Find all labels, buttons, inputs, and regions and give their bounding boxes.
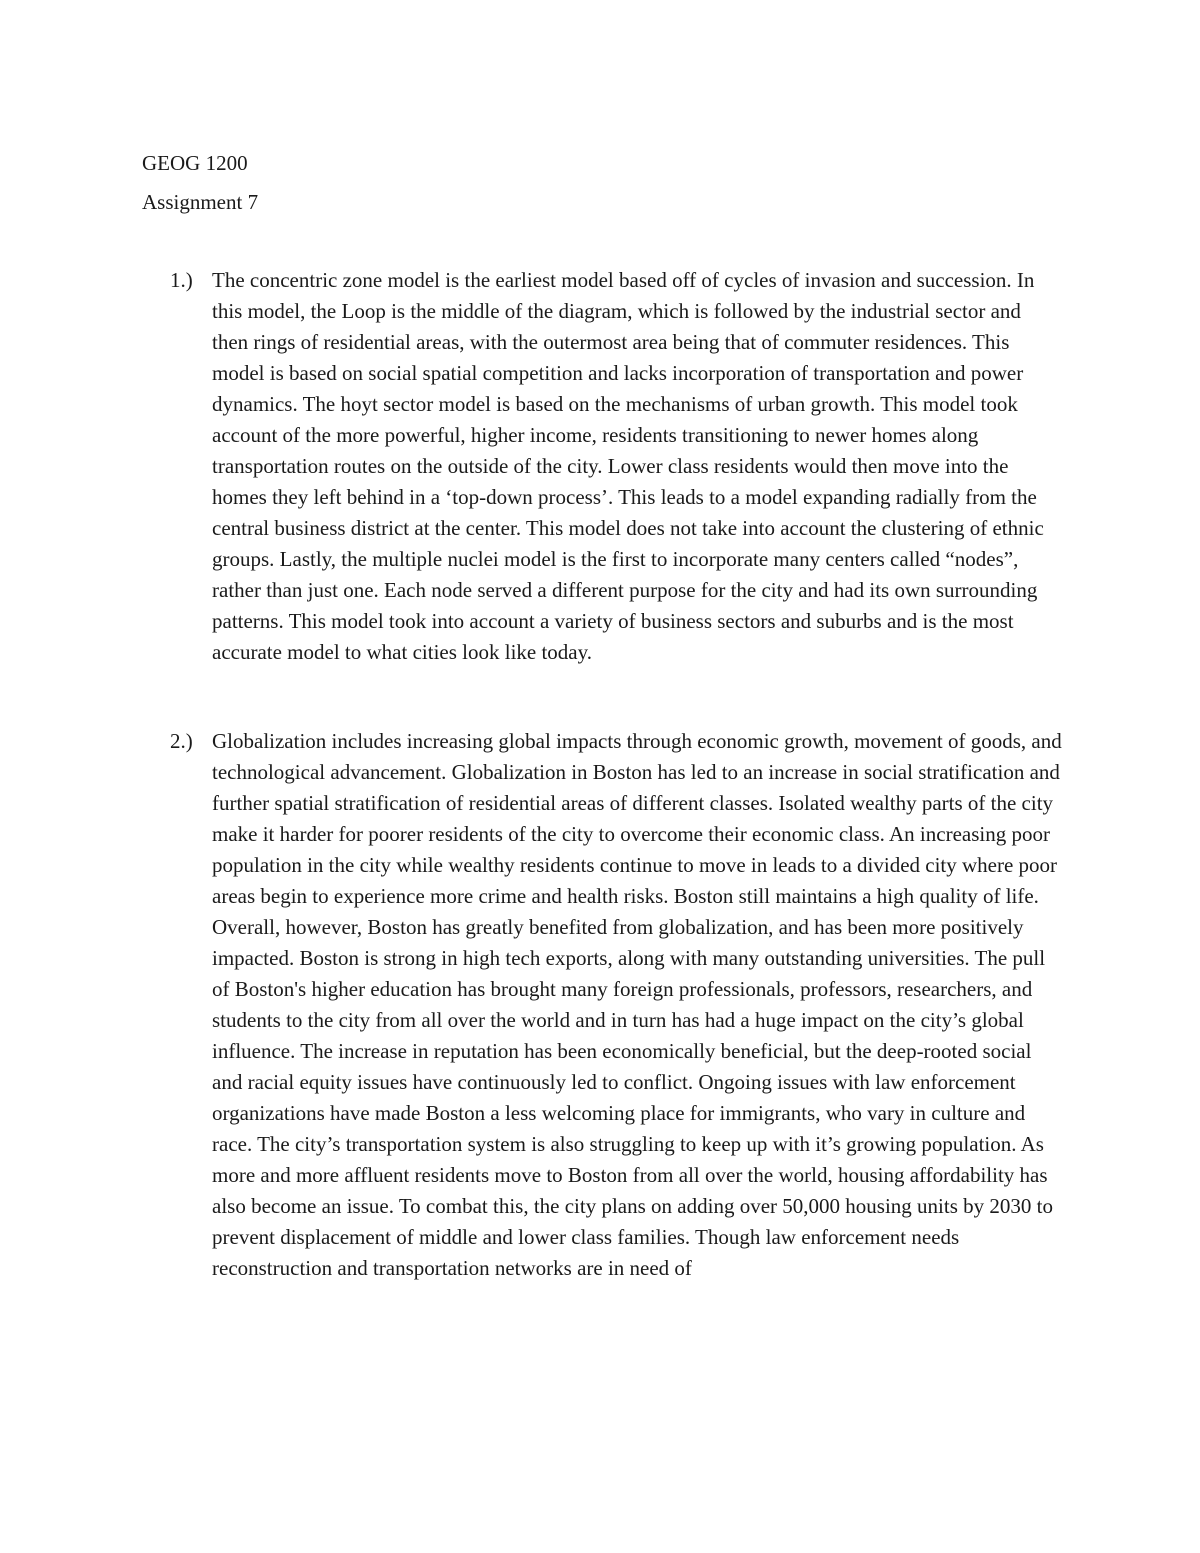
answer-number: 1.) bbox=[170, 268, 193, 292]
answer-item-1 bbox=[142, 265, 1062, 668]
answer-text: Globalization includes increasing global impacts through economic growth, movement of goods, and technological advancement. Globalization in Boston has led to an increase in social stratification and further spatial stratification of residential areas of different classes. Isolated wealthy parts of the city make it harder for poorer residents of the city to overcome their economic class. An increasing poor population in the city while wealthy residents continue to move in leads to a divided city where poor areas begin to experience more crime and health risks. Boston still maintains a high quality of life. Overall, however, Boston has greatly benefited from globalization, and has been more positively impacted. Boston is strong in high tech exports, along with many outstanding universities. The pull of Boston's higher education has brought many foreign professionals, professors, researchers, and students to the city from all over the world and in turn has had a huge impact on the city’s global influence. The increase in reputation has been economically beneficial, but the deep-rooted social and racial equity issues have continuously led to conflict. Ongoing issues with law enforcement organizations have made Boston a less welcoming place for immigrants, who vary in culture and race. The city’s transportation system is also struggling to keep up with it’s growing population. As more and more affluent residents move to Boston from all over the world, housing affordability has also become an issue. To combat this, the city plans on adding over 50,000 housing units by 2030 to prevent displacement of middle and lower class families. Though law enforcement needs reconstruction and transportation networks are in need of bbox=[212, 729, 1062, 1280]
course-code: GEOG 1200 bbox=[142, 151, 248, 175]
answer-text: The concentric zone model is the earliest model based off of cycles of invasion and succession. In this model, the Loop is the middle of the diagram, which is followed by the industrial sector and then rings of residential areas, with the outermost area being that of commuter residences. This model is based on social spatial competition and lacks incorporation of transportation and power dynamics. The hoyt sector model is based on the mechanisms of urban growth. This model took account of the more powerful, higher income, residents transitioning to newer homes along transportation routes on the outside of the city. Lower class residents would then move into the homes they left behind in a ‘top-down process’. This leads to a model expanding radially from the central business district at the center. This model does not take into account the clustering of ethnic groups. Lastly, the multiple nuclei model is the first to incorporate many centers called “nodes”, rather than just one. Each node served a different purpose for the city and had its own surrounding patterns. This model took into account a variety of business sectors and suburbs and is the most accurate model to what cities look like today. bbox=[212, 268, 1044, 664]
document-header bbox=[142, 148, 258, 226]
answer-item-2 bbox=[142, 726, 1062, 1284]
answer-list bbox=[142, 265, 1062, 1342]
assignment-title: Assignment 7 bbox=[142, 190, 259, 214]
answer-number: 2.) bbox=[170, 729, 193, 753]
